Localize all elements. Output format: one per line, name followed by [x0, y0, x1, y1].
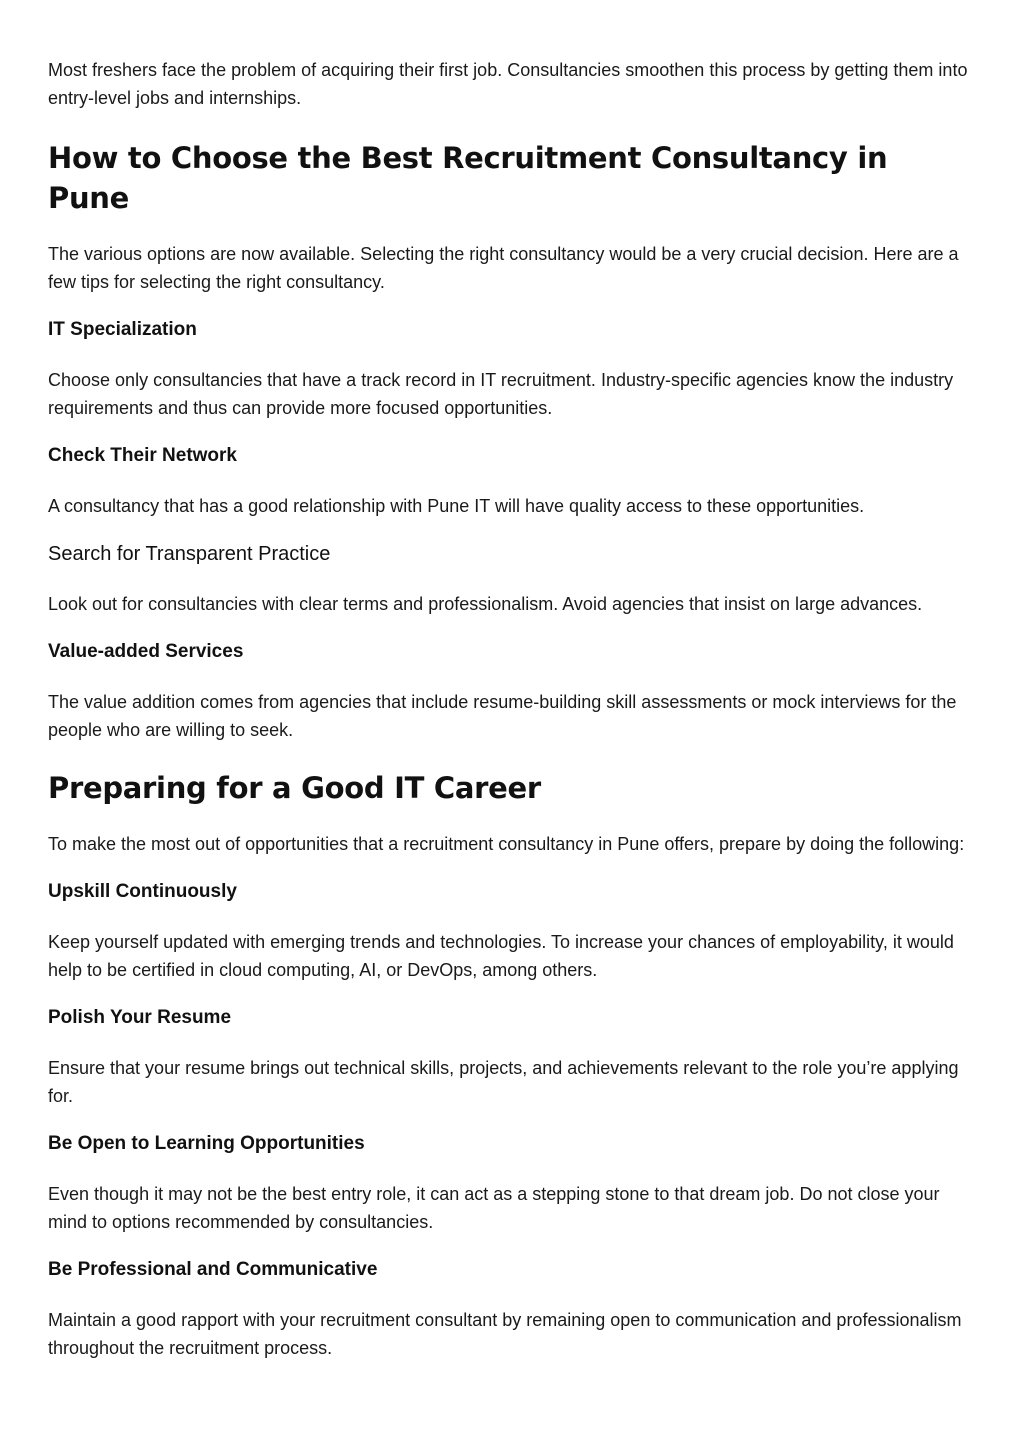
- paragraph-learning-opportunities: Even though it may not be the best entry role, it can act as a stepping stone to that dream job. Do not close your mind to options recommended by consultancies.: [48, 1184, 940, 1232]
- subheading-check-network: Check Their Network: [48, 445, 237, 466]
- subheading-value-added-services: Value-added Services: [48, 641, 244, 662]
- section-intro-paragraph: The various options are now available. Selecting the right consultancy would be a very crucial decision. Here are a few tips for selecting the right consultancy.: [48, 244, 959, 292]
- section-heading-choose-consultancy: How to Choose the Best Recruitment Consultancy in Pune: [48, 141, 888, 215]
- subheading-transparent-practice: Search for Transparent Practice: [48, 543, 331, 565]
- paragraph-transparent-practice: Look out for consultancies with clear terms and professionalism. Avoid agencies that insist on large advances.: [48, 594, 923, 614]
- section-heading-it-career: Preparing for a Good IT Career: [48, 771, 541, 805]
- intro-paragraph: Most freshers face the problem of acquiring their first job. Consultancies smoothen this process by getting them into entry-level jobs and internships.: [48, 60, 968, 108]
- subheading-professional-communicative: Be Professional and Communicative: [48, 1259, 378, 1280]
- subheading-it-specialization: IT Specialization: [48, 319, 197, 340]
- paragraph-upskill: Keep yourself updated with emerging trends and technologies. To increase your chances of employability, it would help to be certified in cloud computing, AI, or DevOps, among others.: [48, 932, 954, 980]
- subheading-learning-opportunities: Be Open to Learning Opportunities: [48, 1133, 365, 1154]
- article-body: [48, 56, 978, 1362]
- section-intro-paragraph: To make the most out of opportunities that a recruitment consultancy in Pune offers, prepare by doing the following:: [48, 834, 965, 854]
- subheading-polish-resume: Polish Your Resume: [48, 1007, 232, 1028]
- paragraph-check-network: A consultancy that has a good relationship with Pune IT will have quality access to these opportunities.: [48, 496, 865, 516]
- paragraph-professional-communicative: Maintain a good rapport with your recruitment consultant by remaining open to communication and professionalism throughout the recruitment process.: [48, 1310, 962, 1358]
- paragraph-value-added-services: The value addition comes from agencies that include resume-building skill assessments or mock interviews for the people who are willing to seek.: [48, 692, 957, 740]
- paragraph-polish-resume: Ensure that your resume brings out technical skills, projects, and achievements relevant to the role you’re applying for.: [48, 1058, 959, 1106]
- paragraph-it-specialization: Choose only consultancies that have a track record in IT recruitment. Industry-specific agencies know the industry requirements and thus can provide more focused opportunities.: [48, 370, 954, 418]
- subheading-upskill: Upskill Continuously: [48, 881, 237, 902]
